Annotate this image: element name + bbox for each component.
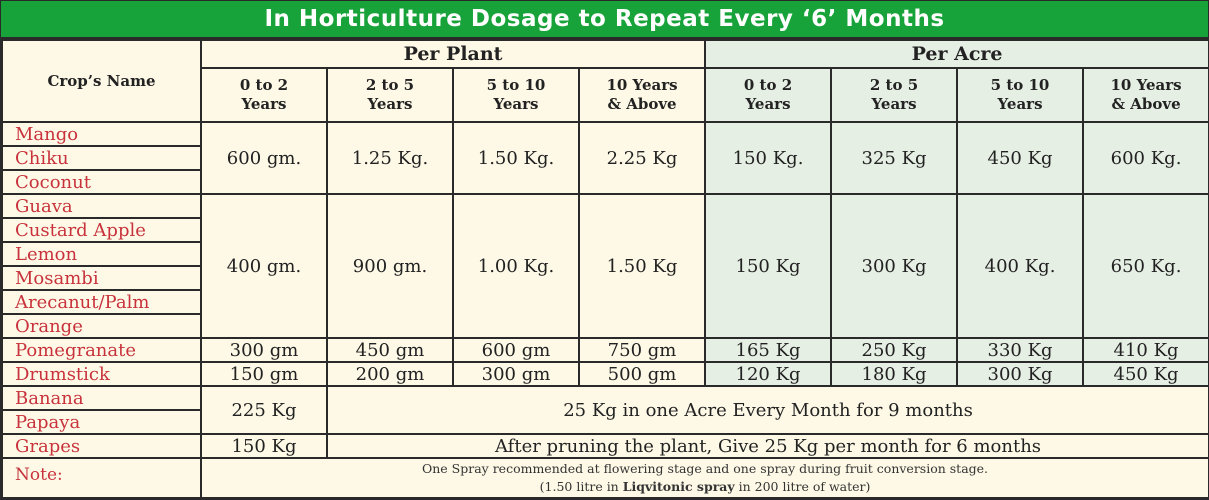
dose-cell: 1.50 Kg [579,194,705,338]
note-line-1: One Spray recommended at flowering stage and one spray during fruit conversion stage. [422,461,989,476]
table-row [2,362,1209,386]
dose-cell: 400 Kg. [957,194,1083,338]
crop-name: Drumstick [2,362,201,386]
dose-cell: 300 Kg [831,194,957,338]
crop-name: Lemon [2,242,201,266]
dose-cell: 300 Kg [957,362,1083,386]
crop-name: Pomegranate [2,338,201,362]
note-row [2,458,1209,498]
dose-cell: 150 Kg [705,194,831,338]
dose-cell: 1.50 Kg. [453,122,579,194]
dose-cell: 600 gm [453,338,579,362]
dose-cell: 500 gm [579,362,705,386]
note-text [201,458,1209,498]
table-row [2,386,1209,410]
crop-name: Grapes [2,434,201,458]
dose-cell: 225 Kg [201,386,327,434]
dose-cell: 900 gm. [327,194,453,338]
acre-age-0-2: 0 to 2 Years [705,68,831,122]
note-product-name: Liqvitonic spray [622,479,735,494]
dose-cell: 150 Kg. [705,122,831,194]
dose-cell: 120 Kg [705,362,831,386]
table-row [2,122,1209,146]
dose-cell: 300 gm [453,362,579,386]
dose-cell: 600 Kg. [1083,122,1209,194]
crop-name: Guava [2,194,201,218]
dose-cell: 300 gm [201,338,327,362]
merged-dose-instruction: After pruning the plant, Give 25 Kg per month for 6 months [327,434,1209,458]
dose-cell: 450 Kg [1083,362,1209,386]
note-line-2-prefix: (1.50 litre in [539,479,623,494]
crop-name-header: Crop’s Name [2,40,201,122]
acre-age-10-above: 10 Years & Above [1083,68,1209,122]
note-line-2-suffix: in 200 litre of water) [734,479,871,494]
per-acre-header: Per Acre [705,40,1209,68]
dose-cell: 1.25 Kg. [327,122,453,194]
table-row [2,434,1209,458]
plant-age-0-2: 0 to 2 Years [201,68,327,122]
crop-name: Chiku [2,146,201,170]
acre-age-5-10: 5 to 10 Years [957,68,1083,122]
table-row [2,194,1209,218]
dose-cell: 180 Kg [831,362,957,386]
crop-name: Mango [2,122,201,146]
crop-name: Orange [2,314,201,338]
plant-age-2-5: 2 to 5 Years [327,68,453,122]
merged-dose-instruction: 25 Kg in one Acre Every Month for 9 months [327,386,1209,434]
dose-cell: 325 Kg [831,122,957,194]
dose-cell: 750 gm [579,338,705,362]
dose-cell: 1.00 Kg. [453,194,579,338]
crop-name: Coconut [2,170,201,194]
acre-age-2-5: 2 to 5 Years [831,68,957,122]
dose-cell: 150 Kg [201,434,327,458]
dosage-table [1,39,1209,499]
dose-cell: 450 Kg [957,122,1083,194]
crop-name: Arecanut/Palm [2,290,201,314]
dose-cell: 400 gm. [201,194,327,338]
dose-cell: 150 gm [201,362,327,386]
dose-cell: 200 gm [327,362,453,386]
dose-cell: 410 Kg [1083,338,1209,362]
crop-name: Mosambi [2,266,201,290]
dose-cell: 165 Kg [705,338,831,362]
note-label: Note: [2,458,201,498]
plant-age-5-10: 5 to 10 Years [453,68,579,122]
crop-name: Custard Apple [2,218,201,242]
dose-cell: 650 Kg. [1083,194,1209,338]
per-plant-header: Per Plant [201,40,705,68]
dose-cell: 450 gm [327,338,453,362]
crop-name: Papaya [2,410,201,434]
table-row [2,338,1209,362]
table-title: In Horticulture Dosage to Repeat Every ‘6’ Months [1,1,1208,39]
crop-name: Banana [2,386,201,410]
plant-age-10-above: 10 Years & Above [579,68,705,122]
dose-cell: 330 Kg [957,338,1083,362]
dose-cell: 2.25 Kg [579,122,705,194]
dose-cell: 250 Kg [831,338,957,362]
dose-cell: 600 gm. [201,122,327,194]
